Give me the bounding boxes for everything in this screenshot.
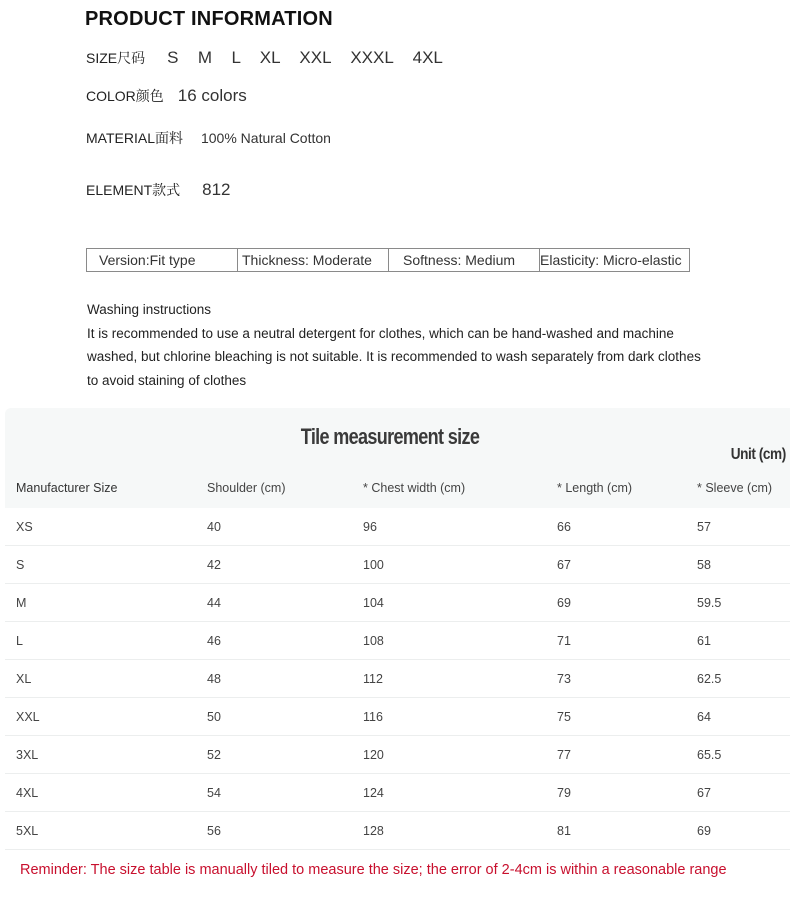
- table-row: [5, 546, 790, 584]
- attribute-softness: Softness: Medium: [389, 249, 540, 271]
- table-row: [5, 508, 790, 546]
- cell-length: 69: [546, 584, 697, 622]
- size-chart-title: Tile measurement size: [300, 424, 480, 449]
- cell-length: 75: [546, 698, 697, 736]
- size-chart-header: [5, 408, 790, 468]
- cell-chest: 128: [352, 812, 546, 850]
- cell-size: 5XL: [5, 812, 196, 850]
- cell-chest: 112: [352, 660, 546, 698]
- column-header-chest: * Chest width (cm): [352, 468, 546, 508]
- spec-element-value: 812: [202, 180, 231, 199]
- cell-size: 4XL: [5, 774, 196, 812]
- cell-length: 71: [546, 622, 697, 660]
- cell-sleeve: 61: [697, 622, 790, 660]
- table-row: [5, 774, 790, 812]
- cell-shoulder: 48: [196, 660, 352, 698]
- washing-line: It is recommended to use a neutral detergent for clothes, which can be hand-washed and machine: [87, 325, 674, 341]
- cell-size: XL: [5, 660, 196, 698]
- spec-material-label: MATERIAL面料: [86, 130, 183, 146]
- table-row: [5, 622, 790, 660]
- cell-sleeve: 62.5: [697, 660, 790, 698]
- cell-size: XXL: [5, 698, 196, 736]
- attribute-version: Version:Fit type: [87, 249, 238, 271]
- cell-sleeve: 64: [697, 698, 790, 736]
- cell-size: S: [5, 546, 196, 584]
- cell-length: 73: [546, 660, 697, 698]
- spec-element-label: ELEMENT款式: [86, 182, 181, 198]
- cell-shoulder: 50: [196, 698, 352, 736]
- column-header-length: * Length (cm): [546, 468, 697, 508]
- spec-color-label: COLOR颜色: [86, 88, 164, 104]
- attribute-elasticity: Elasticity: Micro-elastic: [540, 252, 682, 268]
- cell-shoulder: 46: [196, 622, 352, 660]
- size-table: [5, 468, 790, 850]
- attribute-table: [86, 248, 690, 272]
- cell-chest: 100: [352, 546, 546, 584]
- cell-shoulder: 44: [196, 584, 352, 622]
- size-chart-panel: [5, 408, 790, 852]
- column-header-shoulder: Shoulder (cm): [196, 468, 352, 508]
- cell-chest: 104: [352, 584, 546, 622]
- cell-size: M: [5, 584, 196, 622]
- spec-color: [86, 86, 247, 106]
- cell-shoulder: 52: [196, 736, 352, 774]
- washing-title: Washing instructions: [87, 302, 212, 317]
- column-header-size: Manufacturer Size: [5, 468, 196, 508]
- cell-length: 79: [546, 774, 697, 812]
- cell-shoulder: 56: [196, 812, 352, 850]
- cell-chest: 108: [352, 622, 546, 660]
- cell-length: 77: [546, 736, 697, 774]
- cell-size: L: [5, 622, 196, 660]
- cell-sleeve: 58: [697, 546, 790, 584]
- cell-shoulder: 40: [196, 508, 352, 546]
- table-row: [5, 698, 790, 736]
- reminder-note: Reminder: The size table is manually tiled to measure the size; the error of 2-4cm is within a reasonable range: [20, 862, 727, 878]
- spec-material-value: 100% Natural Cotton: [200, 130, 331, 146]
- table-row: [5, 660, 790, 698]
- spec-size: [86, 48, 443, 68]
- attribute-thickness: Thickness: Moderate: [238, 249, 389, 271]
- table-row: [5, 736, 790, 774]
- cell-sleeve: 67: [697, 774, 790, 812]
- spec-element: [86, 180, 231, 200]
- cell-sleeve: 59.5: [697, 584, 790, 622]
- cell-chest: 124: [352, 774, 546, 812]
- column-header-sleeve: * Sleeve (cm): [697, 468, 790, 508]
- spec-material: [86, 128, 331, 148]
- cell-shoulder: 54: [196, 774, 352, 812]
- size-table-body: [5, 508, 790, 850]
- washing-line: to avoid staining of clothes: [87, 372, 247, 388]
- cell-sleeve: 69: [697, 812, 790, 850]
- cell-sleeve: 57: [697, 508, 790, 546]
- cell-shoulder: 42: [196, 546, 352, 584]
- page-title: PRODUCT INFORMATION: [85, 8, 333, 30]
- cell-size: XS: [5, 508, 196, 546]
- spec-color-value: 16 colors: [177, 86, 247, 105]
- cell-size: 3XL: [5, 736, 196, 774]
- spec-size-label: SIZE尺码: [86, 50, 146, 66]
- cell-length: 66: [546, 508, 697, 546]
- size-table-header-row: [5, 468, 790, 508]
- table-row: [5, 584, 790, 622]
- cell-chest: 116: [352, 698, 546, 736]
- washing-line: washed, but chlorine bleaching is not suitable. It is recommended to wash separately from dark clothes: [87, 349, 701, 364]
- cell-sleeve: 65.5: [697, 736, 790, 774]
- cell-chest: 96: [352, 508, 546, 546]
- washing-instructions: [87, 298, 767, 392]
- size-chart-unit: Unit (cm): [730, 446, 786, 463]
- cell-length: 67: [546, 546, 697, 584]
- table-row: [5, 812, 790, 850]
- cell-chest: 120: [352, 736, 546, 774]
- cell-length: 81: [546, 812, 697, 850]
- spec-size-value: S M L XL XXL XXXL 4XL: [167, 48, 443, 67]
